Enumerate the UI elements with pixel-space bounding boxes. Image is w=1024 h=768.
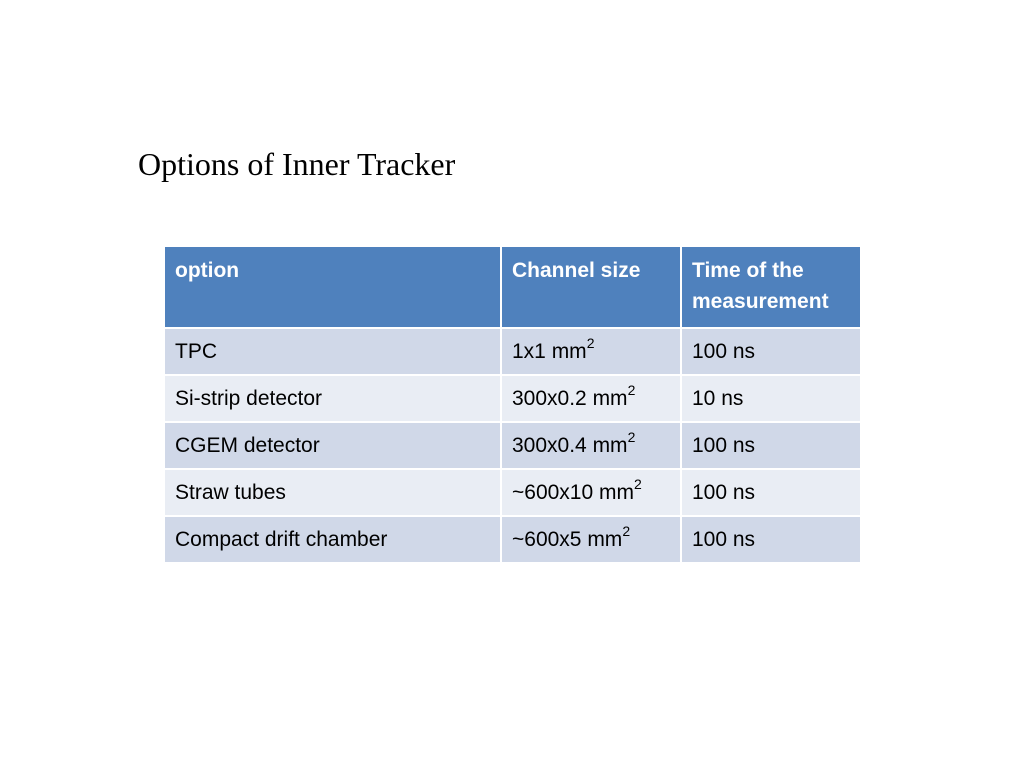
size-exponent: 2: [633, 475, 642, 492]
size-value: 1x1 mm: [512, 339, 587, 363]
table-row: [164, 375, 861, 422]
header-option: option: [164, 246, 501, 328]
table-row: [164, 422, 861, 469]
cell-channel-size: [501, 422, 681, 469]
cell-channel-size: [501, 375, 681, 422]
table-row: [164, 469, 861, 516]
cell-option: Straw tubes: [164, 469, 501, 516]
cell-option: Si-strip detector: [164, 375, 501, 422]
table-header-row: [164, 246, 861, 328]
cell-option: TPC: [164, 328, 501, 375]
cell-channel-size: [501, 328, 681, 375]
cell-time: 100 ns: [681, 328, 861, 375]
slide-title: Options of Inner Tracker: [138, 146, 456, 182]
size-exponent: 2: [627, 381, 636, 398]
cell-time: 10 ns: [681, 375, 861, 422]
cell-time: 100 ns: [681, 469, 861, 516]
size-value: 300x0.4 mm: [512, 433, 628, 457]
header-time: Time of the measurement: [681, 246, 861, 328]
cell-channel-size: [501, 469, 681, 516]
table-row: [164, 328, 861, 375]
cell-option: CGEM detector: [164, 422, 501, 469]
cell-time: 100 ns: [681, 422, 861, 469]
size-value: ~600x5 mm: [512, 527, 623, 551]
cell-channel-size: [501, 516, 681, 563]
inner-tracker-table: [163, 245, 862, 564]
header-channel-size: Channel size: [501, 246, 681, 328]
size-exponent: 2: [586, 334, 595, 351]
size-value: ~600x10 mm: [512, 480, 634, 504]
size-value: 300x0.2 mm: [512, 386, 628, 410]
cell-option: Compact drift chamber: [164, 516, 501, 563]
size-exponent: 2: [622, 522, 631, 539]
size-exponent: 2: [627, 428, 636, 445]
cell-time: 100 ns: [681, 516, 861, 563]
table-row: [164, 516, 861, 563]
